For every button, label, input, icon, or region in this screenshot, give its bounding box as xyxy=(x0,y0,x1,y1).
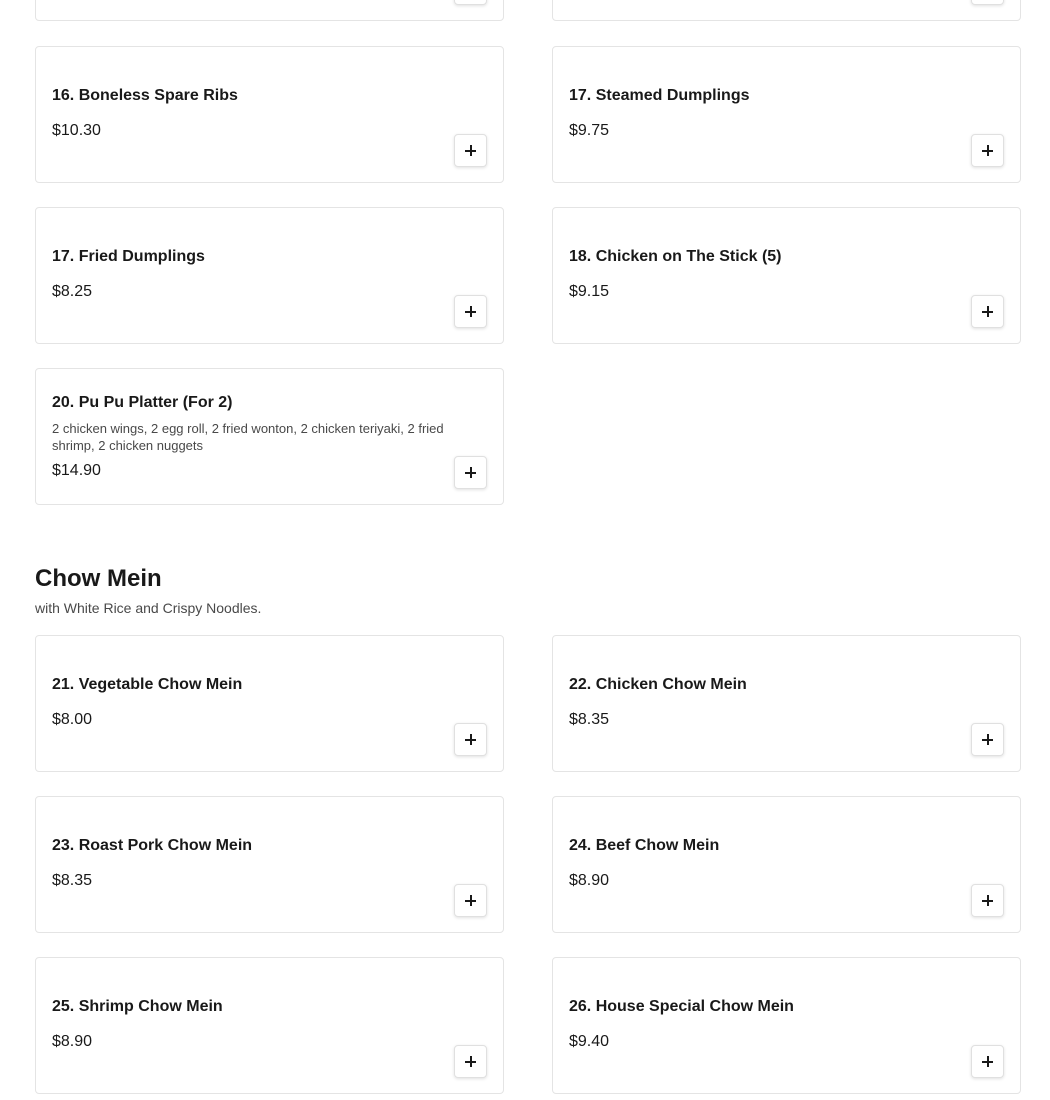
menu-item-name: 24. Beef Chow Mein xyxy=(569,837,720,854)
plus-icon xyxy=(465,145,476,156)
section-title: Chow Mein xyxy=(35,565,162,592)
menu-item-price: $8.90 xyxy=(569,872,610,889)
menu-item-card[interactable] xyxy=(552,635,1021,772)
add-to-cart-button[interactable] xyxy=(454,0,487,5)
menu-item-description: 2 chicken wings, 2 egg roll, 2 fried wonton, 2 chicken teriyaki, 2 fried shrimp, 2 chicken nuggets xyxy=(52,421,444,453)
menu-item-price: $8.35 xyxy=(52,872,93,889)
plus-icon xyxy=(465,306,476,317)
add-to-cart-button[interactable] xyxy=(971,134,1004,167)
menu-item-card[interactable] xyxy=(35,46,504,183)
menu-item-name: 16. Boneless Spare Ribs xyxy=(52,87,238,104)
add-to-cart-button[interactable] xyxy=(971,723,1004,756)
plus-icon xyxy=(982,895,993,906)
menu-item-card[interactable] xyxy=(552,957,1021,1094)
menu-item-name: 17. Fried Dumplings xyxy=(52,248,205,265)
add-to-cart-button[interactable] xyxy=(971,1045,1004,1078)
plus-icon xyxy=(465,467,476,478)
menu-item-price: $10.30 xyxy=(52,122,101,139)
menu-item-card[interactable] xyxy=(35,207,504,344)
plus-icon xyxy=(982,145,993,156)
menu-item-price: $14.90 xyxy=(52,462,101,479)
add-to-cart-button[interactable] xyxy=(971,295,1004,328)
menu-item-card[interactable] xyxy=(552,207,1021,344)
menu-item-card[interactable] xyxy=(35,957,504,1094)
menu-item-card[interactable] xyxy=(552,46,1021,183)
menu-item-price: $9.75 xyxy=(569,122,610,139)
plus-icon xyxy=(982,306,993,317)
add-to-cart-button[interactable] xyxy=(454,295,487,328)
menu-item-name: 18. Chicken on The Stick (5) xyxy=(569,248,782,265)
menu-item-name: 25. Shrimp Chow Mein xyxy=(52,998,223,1015)
plus-icon xyxy=(465,734,476,745)
plus-icon xyxy=(465,1056,476,1067)
menu-item-card[interactable] xyxy=(35,796,504,933)
plus-icon xyxy=(982,1056,993,1067)
menu-item-card[interactable] xyxy=(552,796,1021,933)
add-to-cart-button[interactable] xyxy=(454,1045,487,1078)
add-to-cart-button[interactable] xyxy=(971,0,1004,5)
menu-item-price: $8.35 xyxy=(569,711,610,728)
menu-item-name: 26. House Special Chow Mein xyxy=(569,998,794,1015)
menu-item-name: 20. Pu Pu Platter (For 2) xyxy=(52,394,233,411)
add-to-cart-button[interactable] xyxy=(454,723,487,756)
menu-item-name: 21. Vegetable Chow Mein xyxy=(52,676,243,693)
menu-item-name: 23. Roast Pork Chow Mein xyxy=(52,837,253,854)
add-to-cart-button[interactable] xyxy=(971,884,1004,917)
add-to-cart-button[interactable] xyxy=(454,456,487,489)
menu-item-card[interactable] xyxy=(35,635,504,772)
menu-item-name: 17. Steamed Dumplings xyxy=(569,87,750,104)
menu-item-card[interactable] xyxy=(35,368,504,505)
menu-item-price: $8.90 xyxy=(52,1033,93,1050)
plus-icon xyxy=(465,895,476,906)
menu-item-name: 22. Chicken Chow Mein xyxy=(569,676,747,693)
menu-item-price: $9.15 xyxy=(569,283,610,300)
menu-item-price: $9.40 xyxy=(569,1033,610,1050)
menu-item-card[interactable] xyxy=(35,0,504,21)
menu-item-card[interactable] xyxy=(552,0,1021,21)
menu-item-price: $8.00 xyxy=(52,711,93,728)
section-subtitle: with White Rice and Crispy Noodles. xyxy=(35,600,262,616)
plus-icon xyxy=(982,734,993,745)
add-to-cart-button[interactable] xyxy=(454,134,487,167)
menu-item-price: $8.25 xyxy=(52,283,93,300)
add-to-cart-button[interactable] xyxy=(454,884,487,917)
